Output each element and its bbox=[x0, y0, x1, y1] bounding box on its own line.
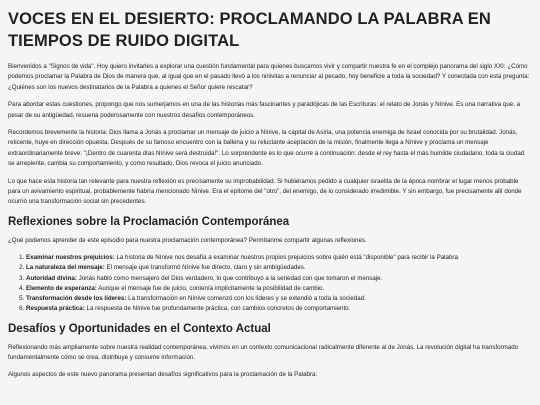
intro-paragraph-4: Lo que hace esta historia tan relevante para nuestra reflexión es precisamente su improbabilidad. Si hubiéramos pedido a cualquier israelita de la época nombrar el lugar menos probable para un avivamiento espiritual, probablemente habría mencionado Nínive. Era el epítome del "otro", del enemigo, de lo considerado irredimible. Y sin embargo, fue precisamente allí donde ocurrió una transformación social sin precedentes. bbox=[8, 177, 522, 206]
list-item bbox=[26, 294, 532, 304]
list-item bbox=[26, 304, 532, 314]
list-item-term: Respuesta práctica: bbox=[26, 305, 85, 313]
list-item bbox=[26, 274, 532, 284]
section-heading-desafios: Desafíos y Oportunidades en el Contexto Actual bbox=[8, 322, 271, 335]
section1-intro: ¿Qué podemos aprender de este episodio para nuestra proclamación contemporánea? Permítanme compartir algunas reflexiones. bbox=[8, 236, 367, 244]
list-item bbox=[26, 253, 532, 263]
list-item-term: Examinar nuestros prejuicios: bbox=[26, 254, 115, 262]
list-item-text: La respuesta de Nínive fue profundamente práctica, con cambios concretos de comportamiento. bbox=[84, 305, 351, 313]
intro-paragraph-1: Bienvenidos a "Signos de vida". Hoy quiero invitarles a explorar una cuestión fundamental para quienes buscamos vivir y compartir nuestra fe en el complejo panorama del siglo XXI: ¿Cómo podemos proclamar la Palabra de Dios de manera que, al igual que en el pasado llevó a los ninivitas a renunciar al pecado, hoy beneficie a toda la sociedad? Y conectada con esta pregunta: ¿Quiénes son los nuevos destinatarios de la Palabra a quienes el Señor quiere rescatar? bbox=[8, 63, 530, 91]
list-item-text: Jonás habló como mensajero del Dios verdadero, lo que contribuyó a la seriedad con que tomaron el mensaje. bbox=[76, 274, 383, 282]
section-heading-reflexiones: Reflexiones sobre la Proclamación Contemporánea bbox=[8, 215, 290, 228]
section2-paragraph-2: Algunos aspectos de este nuevo panorama presentan desafíos significativos para la proclamación de la Palabra: bbox=[8, 371, 318, 379]
reflections-list bbox=[8, 253, 532, 314]
list-item-text: La transformación en Nínive comenzó con los líderes y se extendió a toda la sociedad. bbox=[126, 295, 366, 303]
section2-paragraph-1: Reflexionando más ampliamente sobre nuestra realidad contemporánea, vivimos en un contexto comunicacional radicalmente diferente al de Jonás. La revolución digital ha transformado fundamentalmente cómo se crea, distribuye y consume información. bbox=[8, 343, 519, 361]
intro-paragraph-3: Recordemos brevemente la historia: Dios llama a Jonás a proclamar un mensaje de juicio a Nínive, la capital de Asiria, una potencia enemiga de Israel conocida por su brutalidad. Jonás, reticente, huye en dirección opuesta. Después de su famoso encuentro con la ballena y su reluctante aceptación de la misión, finalmente llega a Nínive y proclama un mensaje extraordinariamente breve: "¡Dentro de cuarenta días Nínive será destruida!". Lo sorprendente es lo que ocurre a continuación: desde el rey hasta el más humilde ciudadano, toda la ciudad se arrepiente, cambia su comportamiento, y como resultado, Dios revoca el juicio anunciado. bbox=[8, 129, 525, 168]
intro-paragraph-2: Para abordar estas cuestiones, propongo que nos sumerjamos en una de las historias más fascinantes y paradójicas de las Escrituras: el relato de Jonás y Nínive. Es una narrativa que, a pesar de su antigüedad, resuena poderosamente con nuestros desafíos contemporáneos. bbox=[8, 101, 521, 119]
list-item bbox=[26, 284, 532, 294]
list-item-term: Autoridad divina: bbox=[26, 274, 77, 282]
list-item-term: Elemento de esperanza: bbox=[26, 284, 97, 292]
list-item-text: La historia de Nínive nos desafía a examinar nuestros propios prejuicios sobre quién está "disponible" para recibir la Palabra. bbox=[114, 254, 460, 262]
article-title: VOCES EN EL DESIERTO: PROCLAMANDO LA PALABRA EN TIEMPOS DE RUIDO DIGITAL bbox=[8, 10, 491, 50]
list-item-text: Aunque el mensaje fue de juicio, contenía implícitamente la posibilidad de cambio. bbox=[96, 284, 325, 292]
list-item-text: El mensaje que transformó Nínive fue directo, claro y sin ambigüedades. bbox=[104, 264, 306, 272]
list-item-term: Transformación desde los líderes: bbox=[26, 295, 127, 303]
list-item bbox=[26, 263, 532, 273]
list-item-term: La naturaleza del mensaje: bbox=[26, 264, 105, 272]
